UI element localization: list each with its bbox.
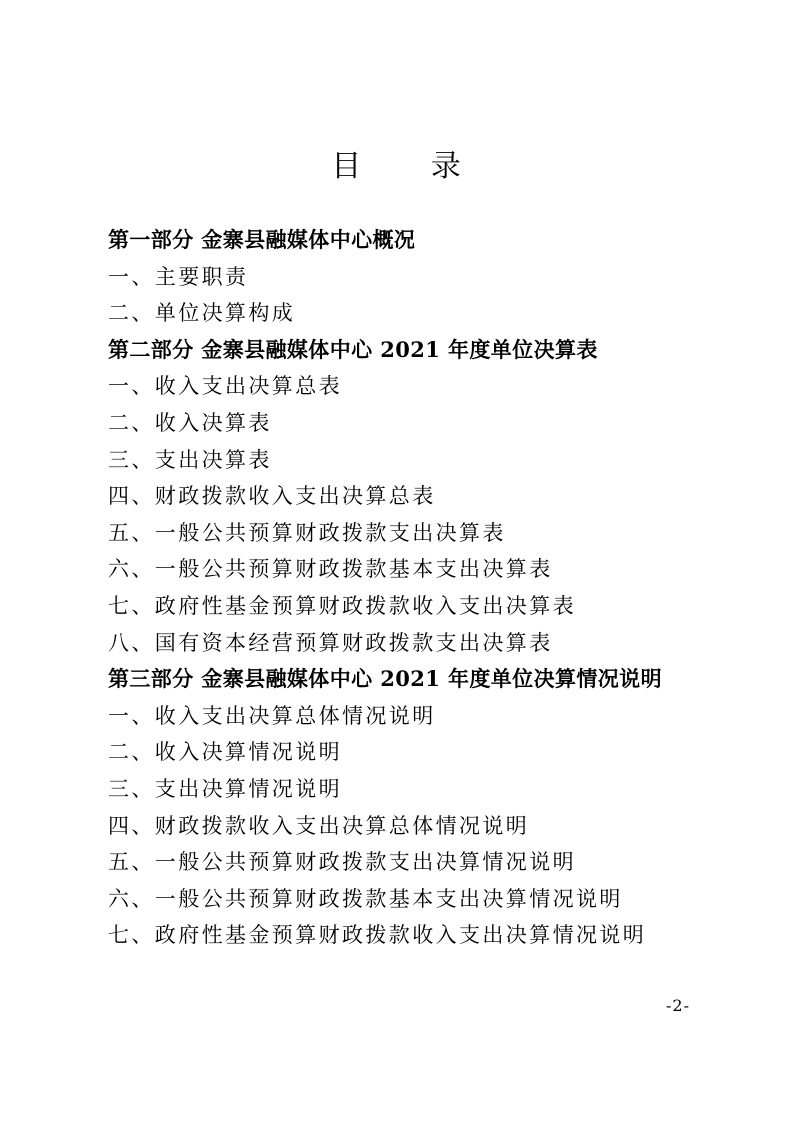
toc-item: 五、一般公共预算财政拨款支出决算表 bbox=[108, 520, 506, 545]
toc-item: 六、一般公共预算财政拨款基本支出决算表 bbox=[108, 557, 553, 582]
toc-item: 七、政府性基金预算财政拨款收入支出决算情况说明 bbox=[108, 923, 647, 948]
toc-item: 四、财政拨款收入支出决算总表 bbox=[108, 484, 436, 509]
table-of-contents bbox=[108, 222, 708, 954]
toc-item: 一、主要职责 bbox=[108, 264, 249, 289]
toc-part-heading: 第三部分 金寨县融媒体中心 2021 年度单位决算情况说明 bbox=[108, 666, 662, 692]
toc-part-heading: 第一部分 金寨县融媒体中心概况 bbox=[108, 227, 416, 252]
toc-item: 五、一般公共预算财政拨款支出决算情况说明 bbox=[108, 850, 576, 875]
toc-item: 二、单位决算构成 bbox=[108, 301, 296, 326]
toc-item: 八、国有资本经营预算财政拨款支出决算表 bbox=[108, 630, 553, 655]
toc-item: 一、收入支出决算总表 bbox=[108, 374, 342, 399]
toc-item: 四、财政拨款收入支出决算总体情况说明 bbox=[108, 813, 530, 838]
toc-item: 三、支出决算表 bbox=[108, 447, 272, 472]
toc-item: 七、政府性基金预算财政拨款收入支出决算表 bbox=[108, 593, 576, 618]
toc-item: 一、收入支出决算总体情况说明 bbox=[108, 703, 436, 728]
toc-part-heading: 第二部分 金寨县融媒体中心 2021 年度单位决算表 bbox=[108, 336, 598, 362]
toc-item: 三、支出决算情况说明 bbox=[108, 776, 342, 801]
page-title: 目 录 bbox=[331, 149, 491, 184]
toc-item: 二、收入决算情况说明 bbox=[108, 740, 342, 765]
toc-item: 六、一般公共预算财政拨款基本支出决算情况说明 bbox=[108, 886, 623, 911]
toc-item: 二、收入决算表 bbox=[108, 410, 272, 435]
page-number: -2- bbox=[666, 996, 690, 1015]
